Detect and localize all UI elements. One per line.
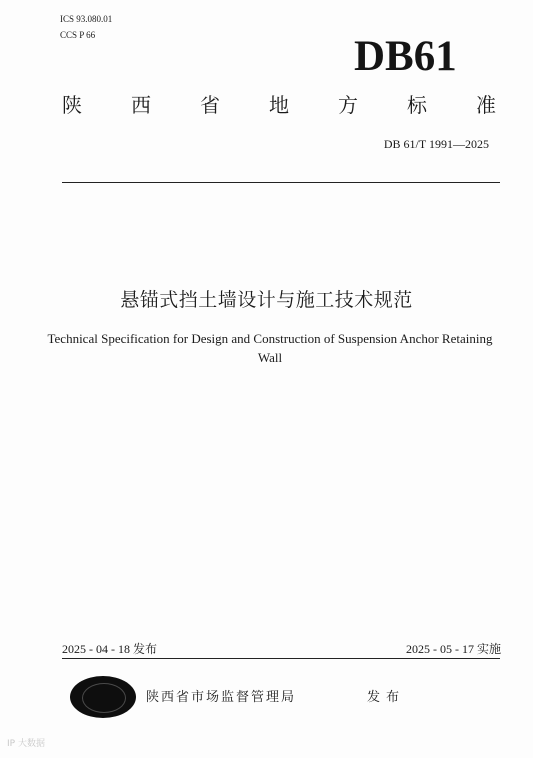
issuer-seal-logo	[70, 676, 136, 718]
title-english: Technical Specification for Design and Construction of Suspension Anchor Retaining Wall	[47, 331, 493, 365]
category-char: 准	[476, 93, 496, 117]
seal-ring	[82, 683, 126, 713]
title-chinese: 悬锚式挡土墙设计与施工技术规范	[120, 289, 413, 311]
category-char: 标	[407, 93, 427, 117]
standard-number: DB 61/T 1991—2025	[383, 137, 489, 151]
issue-date: 2025 - 04 - 18 发布	[62, 642, 157, 656]
category-char: 省	[200, 93, 220, 117]
category-char: 地	[269, 93, 289, 117]
db61-logo: DB61	[354, 33, 457, 80]
standard-category	[62, 92, 496, 118]
ccs-code: CCS P 66	[60, 30, 96, 40]
implementation-date: 2025 - 05 - 17 实施	[406, 642, 501, 656]
issuer-name: 陕西省市场监督管理局	[146, 690, 297, 705]
bottom-divider	[62, 658, 500, 659]
category-char: 方	[338, 93, 358, 117]
watermark: IP 大数据	[7, 739, 45, 749]
category-char: 西	[131, 93, 151, 117]
category-char: 陕	[62, 93, 82, 117]
issue-label: 发布	[367, 690, 406, 705]
ics-code: ICS 93.080.01	[60, 14, 113, 24]
top-divider	[62, 182, 500, 183]
